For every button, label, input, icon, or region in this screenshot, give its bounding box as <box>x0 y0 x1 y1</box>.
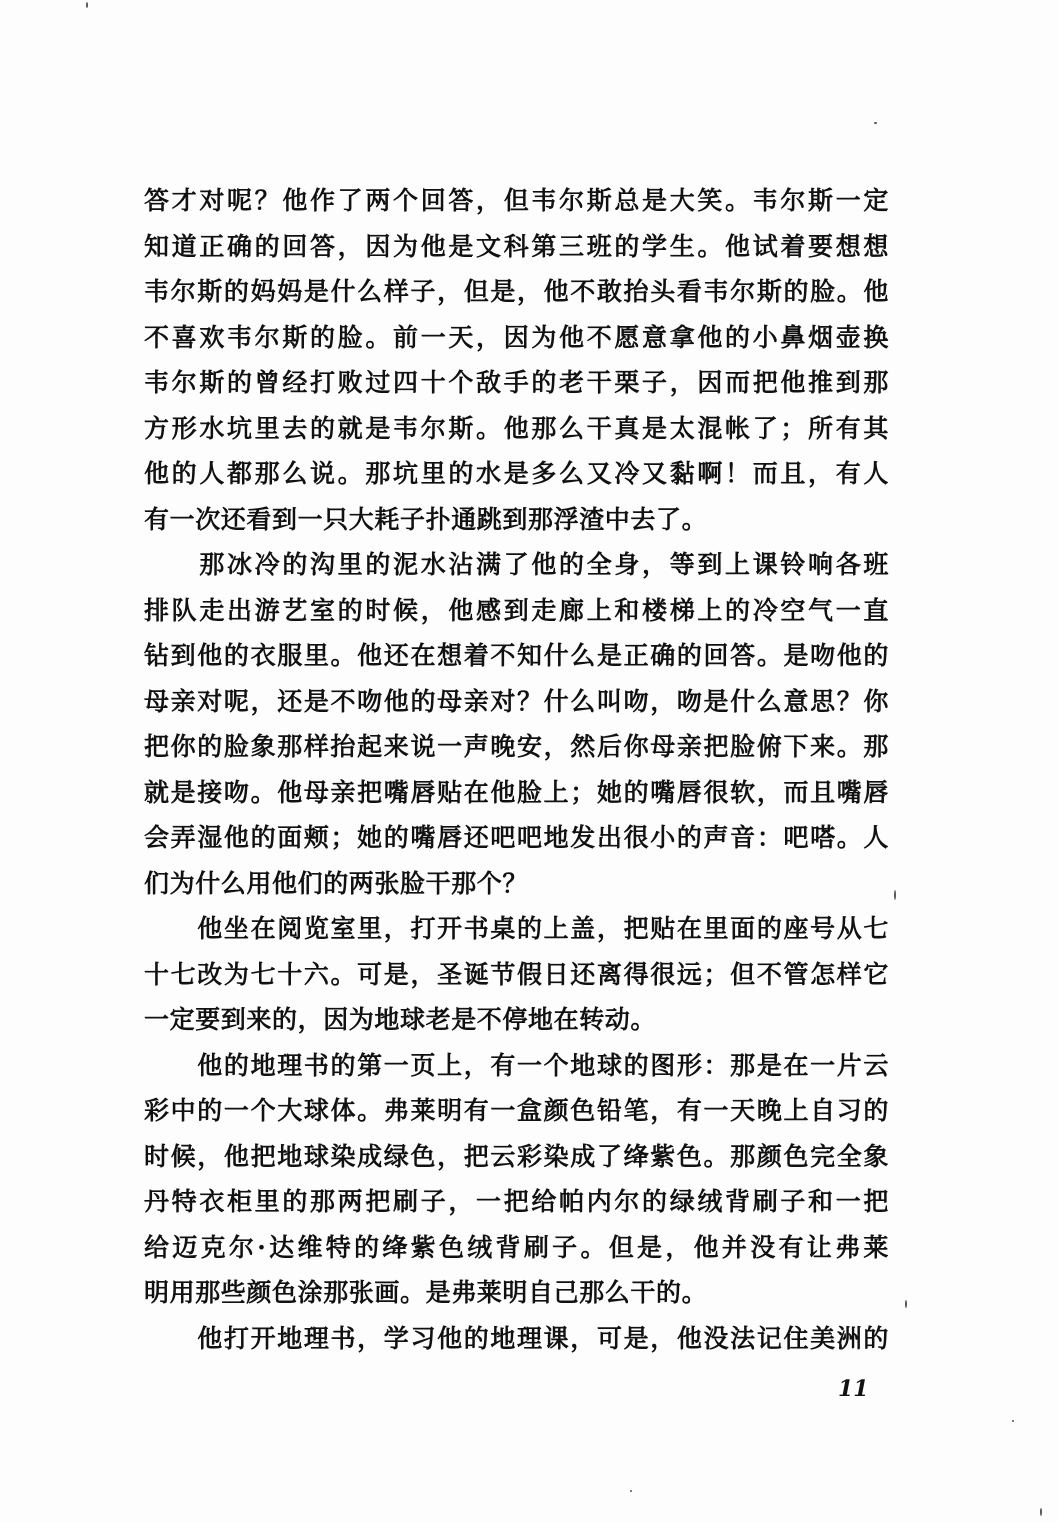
scan-speck <box>905 1300 907 1308</box>
scan-speck <box>630 1490 632 1492</box>
body-text <box>144 178 889 1361</box>
text-line: 彩中的一个大球体。弗莱明有一盒颜色铅笔，有一天晚上自习的 <box>144 1096 889 1125</box>
scan-speck <box>894 890 896 900</box>
text-line: 那冰冷的沟里的泥水沾满了他的全身，等到上课铃响各班 <box>144 550 889 579</box>
text-line: 知道正确的回答，因为他是文科第三班的学生。他试着要想想 <box>144 231 889 261</box>
text-line: 把你的脸象那样抬起来说一声晚安，然后你母亲把脸俯下来。那 <box>144 732 889 761</box>
text-line: 韦尔斯的曾经打败过四十个敌手的老干栗子，因而把他推到那 <box>144 368 889 397</box>
text-line: 一定要到来的，因为地球老是不停地在转动。 <box>144 1005 657 1034</box>
text-line: 他坐在阅览室里，打开书桌的上盖，把贴在里面的座号从七 <box>144 914 889 943</box>
text-line: 明用那些颜色涂那张画。是弗莱明自己那么干的。 <box>144 1278 708 1307</box>
text-line: 方形水坑里去的就是韦尔斯。他那么干真是太混帐了；所有其 <box>144 413 889 443</box>
text-line: 丹特衣柜里的那两把刷子，一把给帕内尔的绿绒背刷子和一把 <box>144 1187 889 1216</box>
text-line: 会弄湿他的面颊；她的嘴唇还吧吧地发出很小的声音：吧嗒。人 <box>144 823 889 852</box>
scan-speck <box>1040 1508 1042 1516</box>
text-line: 们为什么用他们的两张脸干那个？ <box>144 868 529 898</box>
text-line: 就是接吻。他母亲把嘴唇贴在他脸上；她的嘴唇很软，而且嘴唇 <box>144 777 889 807</box>
page-number: 11 <box>838 1376 869 1402</box>
text-line: 他的地理书的第一页上，有一个地球的图形：那是在一片云 <box>144 1050 889 1080</box>
text-line: 他打开地理书，学习他的地理课，可是，他没法记住美洲的 <box>144 1323 889 1353</box>
scan-speck <box>874 122 877 124</box>
text-line: 他的人都那么说。那坑里的水是多么又冷又黏啊！而且，有人 <box>144 459 889 488</box>
scan-speck <box>1012 1420 1014 1422</box>
text-line: 韦尔斯的妈妈是什么样子，但是，他不敢抬头看韦尔斯的脸。他 <box>144 277 889 306</box>
text-line: 给迈克尔·达维特的绛紫色绒背刷子。但是，他并没有让弗莱 <box>144 1232 889 1262</box>
scan-speck <box>86 2 88 8</box>
text-line: 答才对呢？他作了两个回答，但韦尔斯总是大笑。韦尔斯一定 <box>144 186 889 215</box>
text-line: 不喜欢韦尔斯的脸。前一天，因为他不愿意拿他的小鼻烟壶换 <box>144 322 889 352</box>
text-line: 有一次还看到一只大耗子扑通跳到那浮渣中去了。 <box>144 504 708 534</box>
text-line: 排队走出游艺室的时候，他感到走廊上和楼梯上的冷空气一直 <box>144 595 889 625</box>
text-line: 钻到他的衣服里。他还在想着不知什么是正确的回答。是吻他的 <box>144 641 889 670</box>
text-line: 时候，他把地球染成绿色，把云彩染成了绛紫色。那颜色完全象 <box>144 1141 889 1171</box>
text-line: 十七改为七十六。可是，圣诞节假日还离得很远；但不管怎样它 <box>144 959 889 989</box>
text-line: 母亲对呢，还是不吻他的母亲对？什么叫吻，吻是什么意思？你 <box>144 686 889 716</box>
